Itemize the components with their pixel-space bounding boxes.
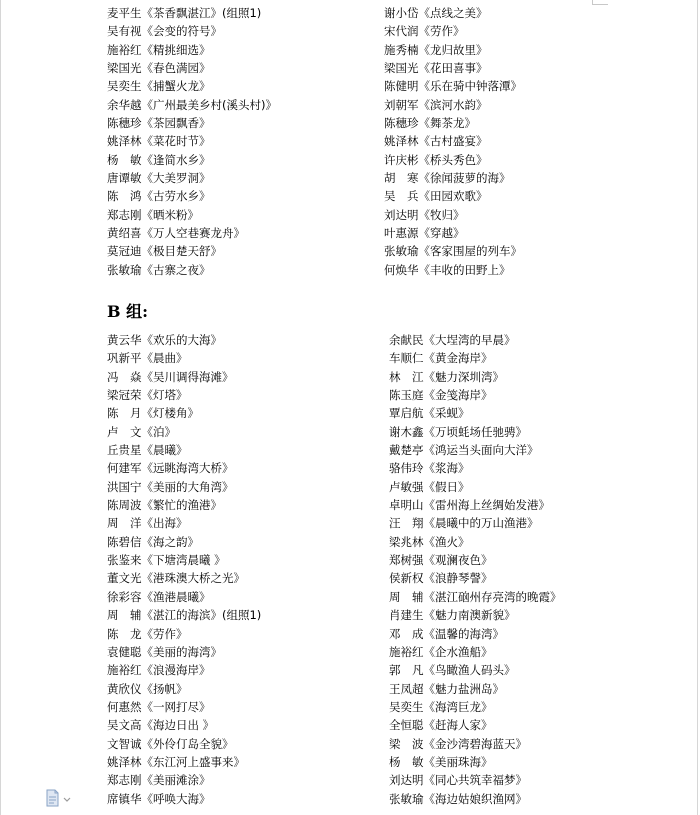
list-item: 施裕红《精挑细选》 <box>107 42 211 57</box>
list-item: 何焕华《丰收的田野上》 <box>384 262 511 277</box>
list-item: 谢小岱《点线之美》 <box>384 6 488 20</box>
list-item: 董文光《港珠澳大桥之光》 <box>107 571 245 586</box>
group-b-right-list <box>389 331 562 808</box>
list-item: 杨 敏《逢简水乡》 <box>107 152 211 167</box>
list-item: 张敏瑜《海边姑娘织渔网》 <box>389 791 527 806</box>
list-item: 黄欣仪《扬帆》 <box>107 681 188 696</box>
chevron-down-icon <box>64 798 70 801</box>
list-item: 梁 波《金沙湾碧海蓝天》 <box>389 736 527 751</box>
list-item: 梁国光《春色满园》 <box>107 61 211 76</box>
list-item: 姚泽林《东江河上盛事来》 <box>107 754 245 769</box>
list-item: 郑树强《观澜夜色》 <box>389 553 493 568</box>
list-item: 麦平生《茶香飘湛江》(组照1) <box>107 6 262 20</box>
list-item: 姚泽林《古村盛宴》 <box>384 134 488 149</box>
list-item: 冯 焱《吴川调得海滩》 <box>107 369 234 384</box>
list-item: 卢 文《泊》 <box>107 424 176 439</box>
list-item: 丘贵星《晨曦》 <box>107 443 188 458</box>
list-item: 吴有视《会变的符号》 <box>107 24 222 39</box>
list-item: 叶惠源《穿越》 <box>384 226 465 241</box>
list-item: 骆伟玲《浆海》 <box>389 461 470 476</box>
list-item: 张敏瑜《古寨之夜》 <box>107 262 211 277</box>
list-item: 陈 月《灯楼角》 <box>107 406 199 421</box>
list-item: 梁国光《花田喜事》 <box>384 61 488 76</box>
list-item: 邓 成《温馨的海湾》 <box>389 626 504 641</box>
list-item: 巩新平《晨曲》 <box>107 351 188 366</box>
list-item: 陈玉庭《金笺海岸》 <box>389 388 493 403</box>
list-item: 宋代润《劳作》 <box>384 24 465 39</box>
list-item: 梁冠荣《灯塔》 <box>107 388 188 403</box>
list-item: 覃启航《采蚬》 <box>389 406 470 421</box>
list-item: 郑志刚《美丽滩涂》 <box>107 773 211 788</box>
list-item: 陈 鸿《古劳水乡》 <box>107 189 211 204</box>
list-item: 陈周波《繁忙的渔港》 <box>107 498 222 513</box>
list-item: 莫冠迪《极目楚天舒》 <box>107 244 222 259</box>
list-item: 何建军《远眺海湾大桥》 <box>107 461 234 476</box>
list-item: 周 辅《湛江硇州存亮湾的晚霞》 <box>389 589 562 604</box>
list-item: 汪 翔《晨曦中的万山渔港》 <box>389 516 539 531</box>
list-item: 卓明山《雷州海上丝绸始发港》 <box>389 498 550 513</box>
list-item: 吴奕生《海湾巨龙》 <box>389 699 493 714</box>
list-item: 许庆彬《桥头秀色》 <box>384 152 488 167</box>
list-item: 张敏瑜《客家围屋的列车》 <box>384 244 522 259</box>
group-a-left-list <box>107 4 277 279</box>
list-item: 唐谭敏《大美罗洞》 <box>107 171 211 186</box>
list-item: 陈健明《乐在骑中钟落潭》 <box>384 79 522 94</box>
list-item: 杨 敏《美丽珠海》 <box>389 754 493 769</box>
list-item: 刘达明《同心共筑幸福梦》 <box>389 773 527 788</box>
list-item: 刘朝军《滨河水韵》 <box>384 97 488 112</box>
list-item: 吴 兵《田园欢歌》 <box>384 189 488 204</box>
group-b-heading: B 组: <box>107 302 149 321</box>
list-item: 袁健聪《美丽的海湾》 <box>107 644 222 659</box>
list-item: 陈碧信《海之韵》 <box>107 534 199 549</box>
list-item: 周 洋《出海》 <box>107 516 188 531</box>
list-item: 刘达明《牧归》 <box>384 207 465 222</box>
page-edge-left <box>0 0 1 815</box>
document-icon <box>44 789 72 807</box>
list-item: 洪国宁《美丽的大角湾》 <box>107 479 234 494</box>
list-item: 张鉴来《下塘湾晨曦 》 <box>107 553 226 568</box>
page-corner-mark <box>592 0 608 5</box>
list-item: 胡 寒《徐闻菠萝的海》 <box>384 171 511 186</box>
list-item: 车顺仁《黄金海岸》 <box>389 351 493 366</box>
list-item: 郑志刚《晒米粉》 <box>107 207 199 222</box>
list-item: 陈穗珍《茶园飘香》 <box>107 116 211 131</box>
list-item: 徐彩容《渔港晨曦》 <box>107 589 211 604</box>
list-item: 肖建生《魅力南澳新貌》 <box>389 608 516 623</box>
list-item: 黄绍喜《万人空巷赛龙舟》 <box>107 226 245 241</box>
list-item: 陈 龙《劳作》 <box>107 626 188 641</box>
list-item: 陈穗珍《舞茶龙》 <box>384 116 476 131</box>
list-item: 梁兆林《渔火》 <box>389 534 470 549</box>
list-item: 王凤超《魅力盐洲岛》 <box>389 681 504 696</box>
list-item: 侯新权《浪静琴謦》 <box>389 571 493 586</box>
list-item: 文智诚《外伶仃岛全貌》 <box>107 736 234 751</box>
page-edge-right <box>697 0 698 815</box>
list-item: 全恒聪《赶海人家》 <box>389 718 493 733</box>
list-item: 谢木鑫《万顷蚝场任驰骋》 <box>389 424 527 439</box>
list-item: 余献民《大埕湾的早晨》 <box>389 333 516 347</box>
list-item: 席镇华《呼唤大海》 <box>107 791 211 806</box>
list-item: 郭 凡《鸟瞰渔人码头》 <box>389 663 516 678</box>
list-item: 戴楚亭《鸿运当头面向大洋》 <box>389 443 539 458</box>
list-item: 黄云华《欢乐的大海》 <box>107 333 222 347</box>
list-item: 何惠然《一网打尽》 <box>107 699 211 714</box>
list-item: 卢敏强《假日》 <box>389 479 470 494</box>
list-item: 施裕红《企水渔船》 <box>389 644 493 659</box>
list-item: 吴文高《海边日出 》 <box>107 718 215 733</box>
document-status-icon[interactable] <box>44 789 72 807</box>
group-b-left-list <box>107 331 261 808</box>
list-item: 林 江《魅力深圳湾》 <box>389 369 504 384</box>
list-item: 余华越《广州最美乡村(溪头村)》 <box>107 97 277 112</box>
list-item: 周 辅《湛江的海滨》(组照1) <box>107 608 262 623</box>
list-item: 施裕红《浪漫海岸》 <box>107 663 211 678</box>
group-a-right-list <box>384 4 522 279</box>
list-item: 姚泽林《菜花时节》 <box>107 134 211 149</box>
list-item: 吴奕生《捕蟹火龙》 <box>107 79 211 94</box>
list-item: 施秀楠《龙归故里》 <box>384 42 488 57</box>
